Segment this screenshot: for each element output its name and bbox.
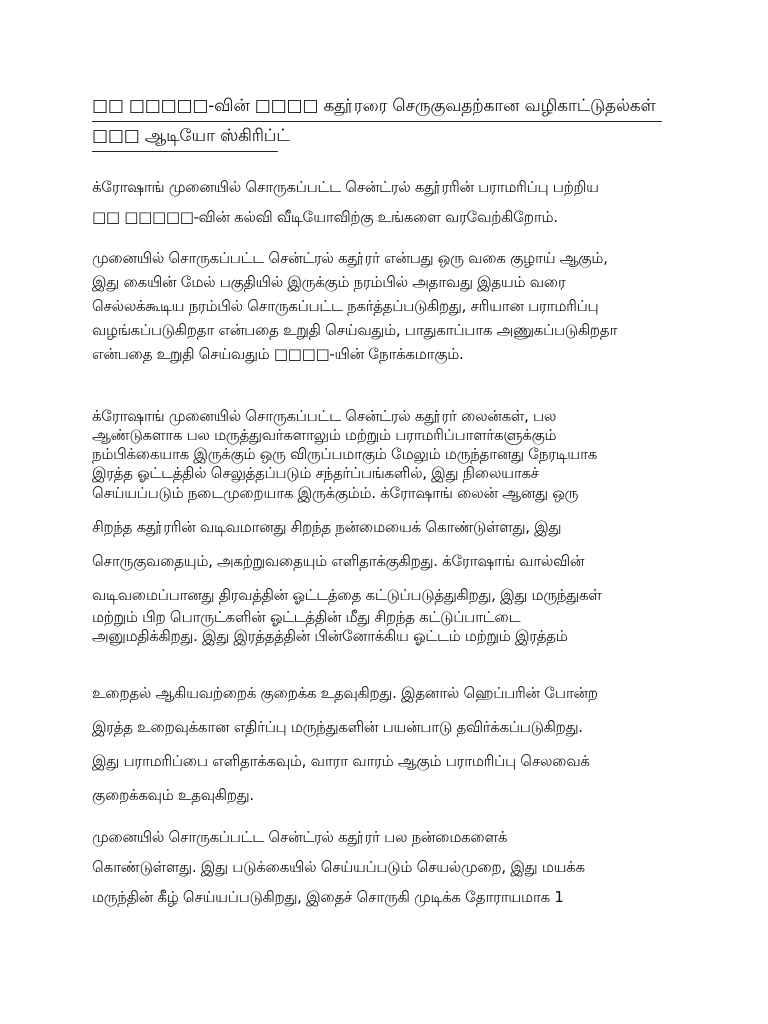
- paragraph-groshong-part-2: [92, 476, 692, 612]
- paragraph-line: மற்றும் பிற பொருட்களின் ஓட்டத்தின் மீது சிறந்த கட்டுப்பாட்டை: [92, 608, 521, 626]
- paragraph-line: □□ □□□□□-வின் கல்வி வீடியோவிற்கு உங்களை வரவேற்கிறோம்.: [92, 208, 558, 226]
- paragraph-line: இரத்த உறைவுக்கான எதிர்ப்பு மருந்துகளின் பயன்பாடு தவிர்க்கப்படுகிறது.: [92, 718, 583, 736]
- paragraph-line: குறைக்கவும் உதவுகிறது.: [92, 786, 254, 804]
- paragraph-line: என்பதை உறுதி செய்வதும் □□□□-யின் நோக்கமாகும்.: [92, 345, 464, 363]
- paragraph-line: அனுமதிக்கிறது. இது இரத்தத்தின் பின்னோக்கிய ஓட்டம் மற்றும் இரத்தம்: [92, 627, 568, 645]
- paragraph-benefits: [92, 822, 692, 912]
- paragraph-groshong-part-4: [92, 676, 692, 812]
- paragraph-line: உறைதல் ஆகியவற்றைக் குறைக்க உதவுகிறது. இதனால் ஹெப்பரின் போன்ற: [92, 684, 598, 702]
- paragraph-line: இரத்த ஓட்டத்தில் செலுத்தப்படும் சந்தர்ப்பங்களில், இது நிலையாகச்: [92, 464, 539, 482]
- paragraph-line: ஆண்டுகளாக பல மருத்துவர்களாலும் மற்றும் பராமரிப்பாளர்களுக்கும்: [92, 426, 557, 444]
- paragraph-welcome: [92, 172, 692, 232]
- document-title-line-2: □□□ ஆடியோ ஸ்கிரிப்ட்: [92, 126, 290, 146]
- title-underline-2: [92, 151, 278, 152]
- paragraph-line: வடிவமைப்பானது திரவத்தின் ஓட்டத்தை கட்டுப்படுத்துகிறது, இது மருந்துகள்: [92, 586, 602, 604]
- paragraph-line: செய்யப்படும் நடைமுறையாக இருக்கும்ம். க்ரோஷாங் லைன் ஆனது ஒரு: [92, 484, 579, 502]
- paragraph-line: க்ரோஷாங் முனையில் சொருகப்பட்ட சென்ட்ரல் கதூ்ரர் லைன்கள், பல: [92, 407, 557, 425]
- paragraph-line: இது பராமரிப்பை எளிதாக்கவும், வாரா வாரம் ஆகும் பராமரிப்பு செலவைக்: [92, 752, 590, 770]
- paragraph-line: சொருகுவதையும், அகற்றுவதையும் எளிதாக்குகிறது. க்ரோஷாங் வால்வின்: [92, 552, 585, 570]
- paragraph-groshong-part-1: [92, 407, 692, 483]
- paragraph-line: மருந்தின் கீழ் செய்யப்படுகிறது, இதைச் சொருகி முடிக்க தோராயமாக 1: [92, 888, 564, 906]
- paragraph-line: செல்லக்கூடிய நரம்பில் சொருகப்பட்ட நகர்த்தப்படுகிறது, சரியான பராமரிப்பு: [92, 297, 599, 315]
- paragraph-line: வழங்கப்படுகிறதா என்பதை உறுதி செய்வதும், பாதுகாப்பாக அணுகப்படுகிறதா: [92, 321, 618, 339]
- paragraph-line: இது கையின் மேல் பகுதியில் இருக்கும் நரம்பில் அதாவது இதயம் வரை: [92, 273, 566, 291]
- paragraph-line: நம்பிக்கையாக இருக்கும் ஒரு விருப்பமாகும் மேலும் மருந்தானது நேரடியாக: [92, 445, 597, 463]
- paragraph-line: கொண்டுள்ளது. இது படுக்கையில் செய்யப்படும் செயல்முறை, இது மயக்க: [92, 858, 585, 876]
- paragraph-line: க்ரோஷாங் முனையில் சொருகப்பட்ட சென்ட்ரல் கதூ்ரரின் பராமரிப்பு பற்றிய: [92, 178, 599, 196]
- paragraph-definition: [92, 246, 692, 366]
- paragraph-groshong-part-3: [92, 608, 692, 646]
- paragraph-line: சிறந்த கதூ்ரரின் வடிவமானது சிறந்த நன்மையைக் கொண்டுள்ளது, இது: [92, 518, 562, 536]
- title-underline-1: [92, 121, 662, 122]
- paragraph-line: முனையில் சொருகப்பட்ட சென்ட்ரல் கதூ்ரர் பல நன்மைகளைக்: [92, 828, 508, 846]
- paragraph-line: முனையில் சொருகப்பட்ட சென்ட்ரல் கதூ்ரர் என்பது ஒரு வகை குழாய் ஆகும்,: [92, 249, 608, 267]
- document-title-line-1: □□ □□□□□-வின் □□□□ கதூ்ரரை செருகுவதற்கான வழிகாட்டுதல்கள்: [92, 96, 656, 116]
